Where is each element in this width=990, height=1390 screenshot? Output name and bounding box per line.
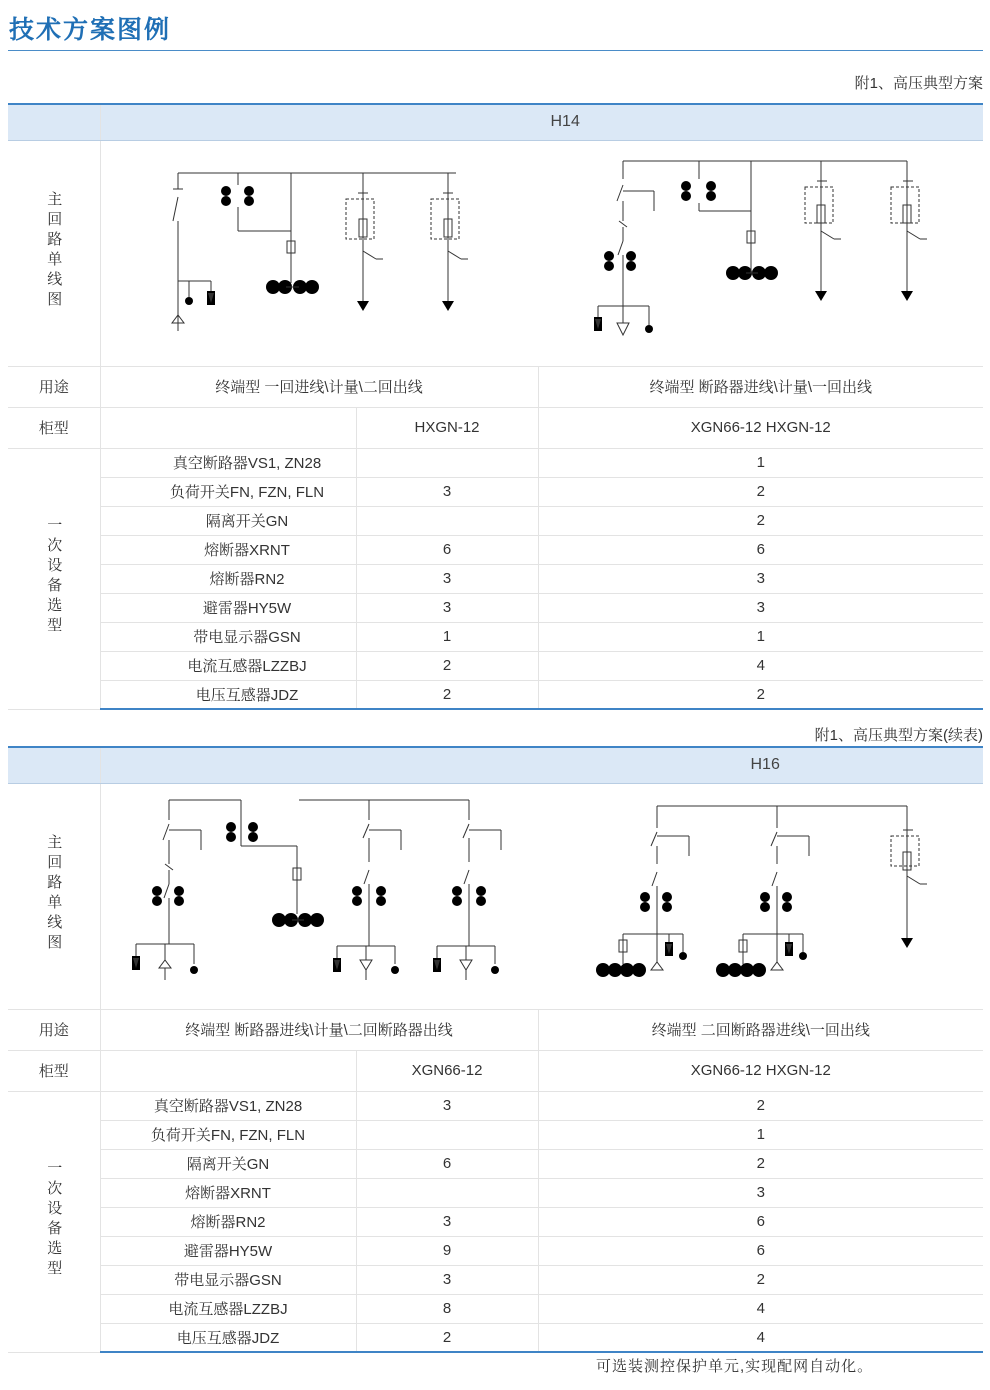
section2-caption: 附1、高压典型方案(续表) bbox=[814, 727, 983, 744]
equipment-name: 隔离开关GN bbox=[100, 1149, 356, 1178]
row-label-equipment: 一次设备选型 bbox=[45, 1159, 63, 1280]
equipment-qty-left: 3 bbox=[356, 1265, 538, 1294]
equipment-qty-right: 1 bbox=[538, 1120, 983, 1149]
equipment-qty-left bbox=[356, 506, 538, 535]
section1-caption: 附1、高压典型方案 bbox=[854, 75, 983, 92]
equipment-name: 电流互感器LZZBJ bbox=[100, 651, 356, 680]
equipment-name: 负荷开关FN, FZN, FLN bbox=[100, 1120, 356, 1149]
cabinet-left: XGN66-12 bbox=[356, 1050, 538, 1091]
single-line-diagram-h16 bbox=[101, 784, 984, 1009]
diagram-cell bbox=[100, 783, 983, 1009]
equipment-name: 带电显示器GSN bbox=[100, 1265, 356, 1294]
equipment-qty-right: 2 bbox=[538, 506, 983, 535]
equipment-name: 真空断路器VS1, ZN28 bbox=[100, 448, 356, 477]
scheme-code: H14 bbox=[100, 104, 983, 140]
equipment-qty-right: 1 bbox=[538, 448, 983, 477]
row-label-equipment: 一次设备选型 bbox=[45, 516, 63, 637]
equipment-qty-left bbox=[356, 448, 538, 477]
equipment-qty-left: 8 bbox=[356, 1294, 538, 1323]
equipment-name: 熔断器RN2 bbox=[100, 1207, 356, 1236]
scheme-left-diagram bbox=[131, 800, 506, 986]
diagram-cell bbox=[100, 140, 983, 366]
equipment-name: 避雷器HY5W bbox=[100, 593, 356, 622]
equipment-qty-left: 9 bbox=[356, 1236, 538, 1265]
scheme-table-h14 bbox=[8, 103, 983, 710]
equipment-qty-left: 3 bbox=[356, 1091, 538, 1120]
equipment-name: 真空断路器VS1, ZN28 bbox=[100, 1091, 356, 1120]
equipment-qty-right: 4 bbox=[538, 1323, 983, 1352]
equipment-qty-right: 1 bbox=[538, 622, 983, 651]
equipment-qty-right: 3 bbox=[538, 1178, 983, 1207]
equipment-name: 电压互感器JDZ bbox=[100, 680, 356, 709]
equipment-name: 负荷开关FN, FZN, FLN bbox=[100, 477, 356, 506]
row-label-diagram: 主回路单线图 bbox=[45, 191, 63, 311]
equipment-qty-right: 3 bbox=[538, 593, 983, 622]
cabinet-left: HXGN-12 bbox=[356, 407, 538, 448]
purpose-right: 终端型 二回断路器进线\一回出线 bbox=[538, 1009, 983, 1050]
equipment-name: 熔断器XRNT bbox=[100, 535, 356, 564]
equipment-qty-left bbox=[356, 1178, 538, 1207]
cabinet-right: XGN66-12 HXGN-12 bbox=[538, 407, 983, 448]
row-label-cabinet: 柜型 bbox=[8, 407, 100, 448]
equipment-qty-right: 4 bbox=[538, 651, 983, 680]
equipment-qty-right: 2 bbox=[538, 1149, 983, 1178]
row-label-purpose: 用途 bbox=[8, 366, 100, 407]
equipment-name: 电压互感器JDZ bbox=[100, 1323, 356, 1352]
equipment-qty-right: 2 bbox=[538, 680, 983, 709]
equipment-qty-right: 3 bbox=[538, 564, 983, 593]
purpose-left: 终端型 一回进线\计量\二回出线 bbox=[100, 366, 538, 407]
equipment-name: 隔离开关GN bbox=[100, 506, 356, 535]
equipment-name: 避雷器HY5W bbox=[100, 1236, 356, 1265]
equipment-qty-right: 2 bbox=[538, 1091, 983, 1120]
equipment-qty-right: 2 bbox=[538, 1265, 983, 1294]
equipment-qty-right: 6 bbox=[538, 535, 983, 564]
equipment-qty-left: 2 bbox=[356, 651, 538, 680]
equipment-qty-left: 3 bbox=[356, 1207, 538, 1236]
scheme-right-diagram bbox=[593, 161, 932, 345]
equipment-qty-right: 6 bbox=[538, 1236, 983, 1265]
row-label-diagram: 主回路单线图 bbox=[45, 834, 63, 954]
purpose-right: 终端型 断路器进线\计量\一回出线 bbox=[538, 366, 983, 407]
scheme-left-diagram bbox=[172, 173, 473, 331]
equipment-name: 熔断器RN2 bbox=[100, 564, 356, 593]
equipment-qty-left: 3 bbox=[356, 593, 538, 622]
cabinet-right: XGN66-12 HXGN-12 bbox=[538, 1050, 983, 1091]
single-line-diagram-h14 bbox=[101, 141, 984, 366]
equipment-qty-right: 2 bbox=[538, 477, 983, 506]
equipment-name: 电流互感器LZZBJ bbox=[100, 1294, 356, 1323]
equipment-qty-left: 3 bbox=[356, 564, 538, 593]
equipment-name: 带电显示器GSN bbox=[100, 622, 356, 651]
equipment-qty-left: 2 bbox=[356, 680, 538, 709]
page-title: 技术方案图例 bbox=[9, 16, 172, 44]
footnote: 可选装测控保护单元,实现配网自动化。 bbox=[596, 1358, 874, 1375]
equipment-qty-right: 6 bbox=[538, 1207, 983, 1236]
equipment-name: 熔断器XRNT bbox=[100, 1178, 356, 1207]
equipment-qty-left: 6 bbox=[356, 1149, 538, 1178]
scheme-table-h16 bbox=[8, 746, 983, 1353]
equipment-qty-left bbox=[356, 1120, 538, 1149]
title-divider bbox=[8, 50, 983, 51]
equipment-qty-left: 6 bbox=[356, 535, 538, 564]
row-label-cabinet: 柜型 bbox=[8, 1050, 100, 1091]
scheme-right-diagram bbox=[596, 806, 932, 977]
equipment-qty-right: 4 bbox=[538, 1294, 983, 1323]
purpose-left: 终端型 断路器进线\计量\二回断路器出线 bbox=[100, 1009, 538, 1050]
equipment-qty-left: 2 bbox=[356, 1323, 538, 1352]
scheme-code: H16 bbox=[100, 747, 983, 783]
equipment-qty-left: 3 bbox=[356, 477, 538, 506]
equipment-qty-left: 1 bbox=[356, 622, 538, 651]
row-label-purpose: 用途 bbox=[8, 1009, 100, 1050]
